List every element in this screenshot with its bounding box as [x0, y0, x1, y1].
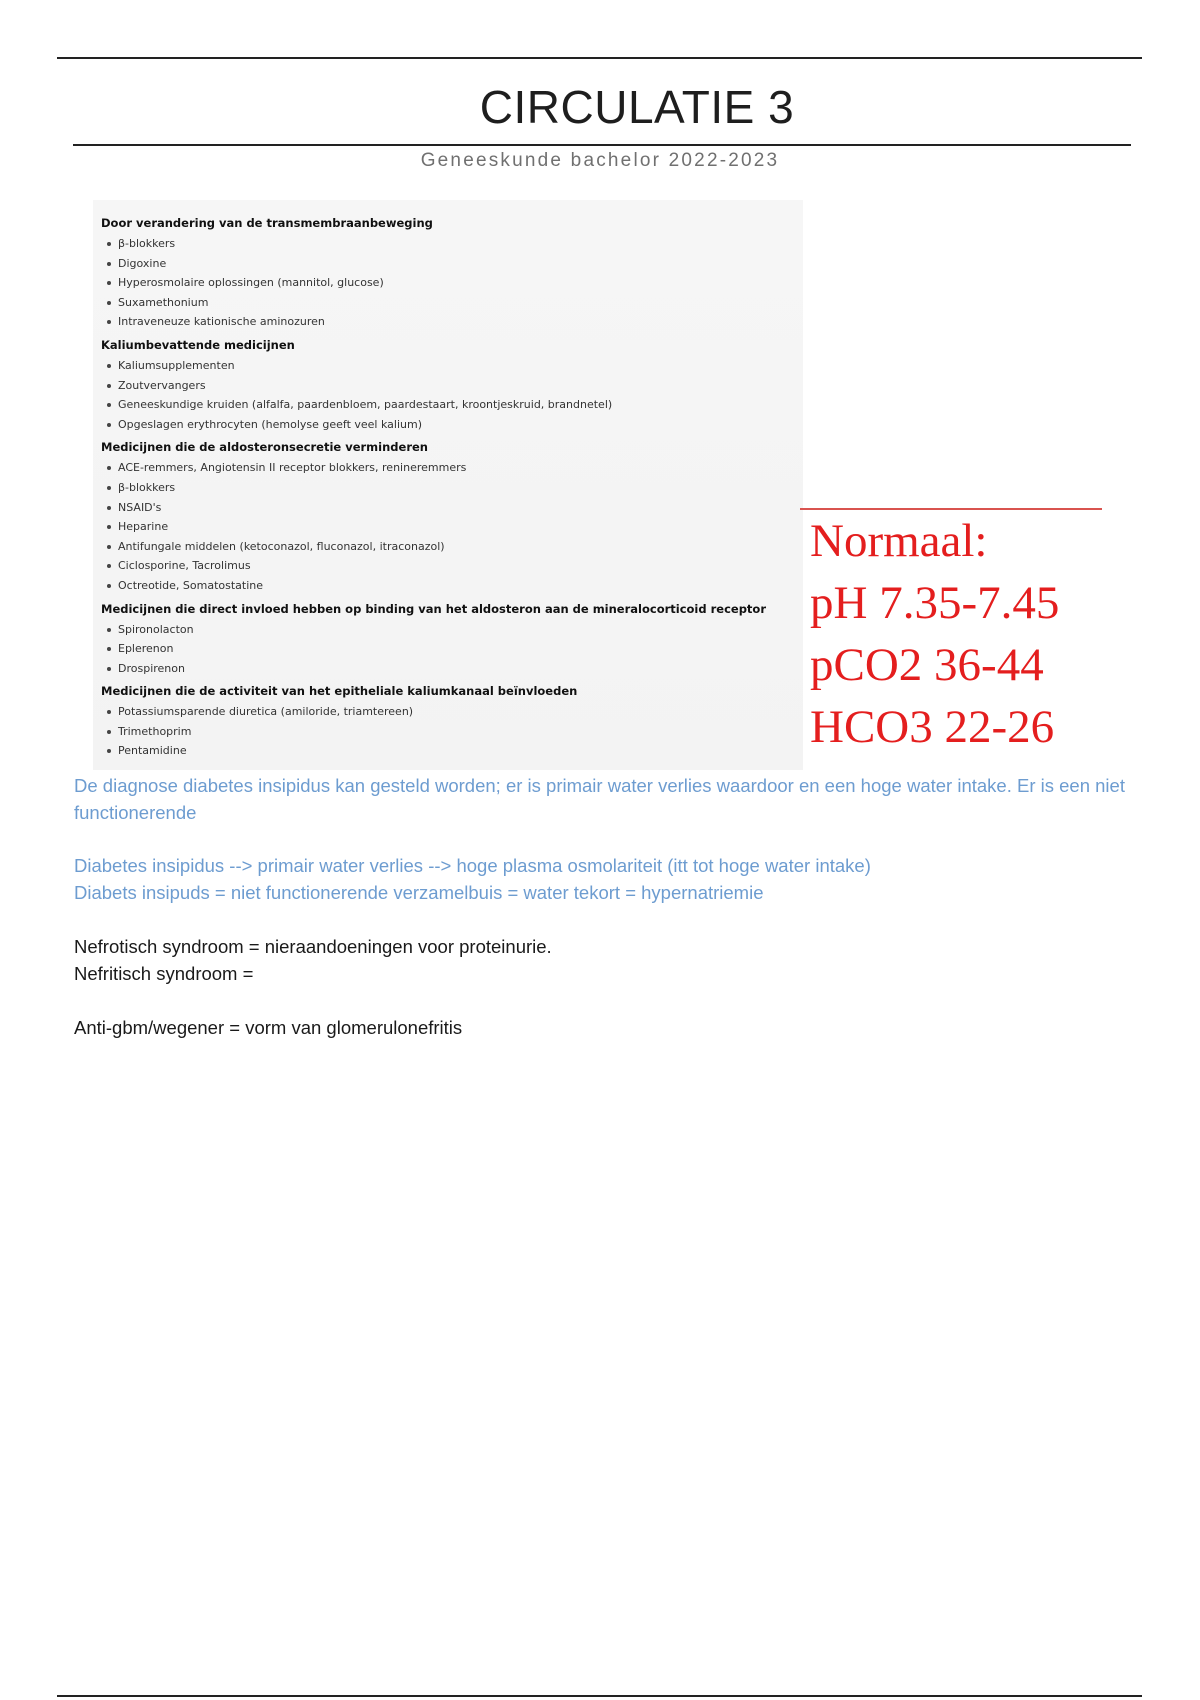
list-item: Hyperosmolaire oplossingen (mannitol, glucose) [101, 273, 801, 293]
nefritisch-line: Nefritisch syndroom = [74, 963, 254, 984]
list-item: Opgeslagen erythrocyten (hemolyse geeft veel kalium) [101, 415, 801, 435]
section-list [101, 356, 801, 434]
list-item: β-blokkers [101, 234, 801, 254]
nefrotisch-line: Nefrotisch syndroom = nieraandoeningen voor proteinurie. [74, 936, 552, 957]
ph-range: pH 7.35-7.45 [810, 577, 1060, 629]
diabetes-insipidus-line: Diabetes insipidus --> primair water verlies --> hoge plasma osmolariteit (itt tot hoge water intake) [74, 855, 871, 876]
page-title: CIRCULATIE 3 [479, 81, 795, 133]
section-heading: Kaliumbevattende medicijnen [101, 337, 295, 352]
section-heading: Medicijnen die de aldosteronsecretie verminderen [101, 440, 428, 455]
page-subtitle: Geneeskunde bachelor 2022-2023 [420, 150, 780, 171]
list-item: Intraveneuze kationische aminozuren [101, 312, 801, 332]
list-item: Potassiumsparende diuretica (amiloride, triamtereen) [101, 702, 801, 722]
hco3-range: HCO3 22-26 [810, 701, 1055, 753]
section-list [101, 620, 801, 679]
list-item: Kaliumsupplementen [101, 356, 801, 376]
anti-gbm-line: Anti-gbm/wegener = vorm van glomerulonefritis [74, 1017, 463, 1038]
bottom-rule [57, 1695, 1142, 1697]
list-item: Pentamidine [101, 741, 801, 761]
diabetes-insipidus-definition: Diabets insipuds = niet functionerende verzamelbuis = water tekort = hypernatriemie [74, 882, 764, 903]
list-item: Zoutvervangers [101, 376, 801, 396]
list-item: Digoxine [101, 254, 801, 274]
normal-values-heading: Normaal: [810, 515, 988, 567]
list-item: Geneeskundige kruiden (alfalfa, paardenbloem, paardestaart, kroontjeskruid, brandnetel) [101, 395, 801, 415]
embedded-medication-list-image [93, 200, 803, 770]
list-item: ACE-remmers, Angiotensin II receptor blokkers, renineremmers [101, 458, 801, 478]
list-item: Drospirenon [101, 659, 801, 679]
list-item: NSAID's [101, 498, 801, 518]
list-item: Octreotide, Somatostatine [101, 576, 801, 596]
section-list [101, 458, 801, 595]
normal-values-box [800, 508, 1102, 762]
list-item: Heparine [101, 517, 801, 537]
list-item: β-blokkers [101, 478, 801, 498]
pco2-range: pCO2 36-44 [810, 639, 1044, 691]
list-item: Trimethoprim [101, 722, 801, 742]
section-list [101, 702, 801, 761]
diagnosis-paragraph: De diagnose diabetes insipidus kan gesteld worden; er is primair water verlies waardoor en een hoge water intake. Er is een niet functionerende [74, 775, 1125, 823]
list-item: Ciclosporine, Tacrolimus [101, 556, 801, 576]
section-heading: Medicijnen die direct invloed hebben op binding van het aldosteron aan de mineralocorticoid receptor [101, 601, 766, 616]
top-rule [57, 57, 1142, 59]
section-heading: Medicijnen die de activiteit van het epitheliale kaliumkanaal beïnvloeden [101, 684, 578, 699]
list-item: Eplerenon [101, 639, 801, 659]
list-item: Antifungale middelen (ketoconazol, fluconazol, itraconazol) [101, 537, 801, 557]
medication-list [101, 212, 801, 763]
list-item: Suxamethonium [101, 293, 801, 313]
title-underline [73, 144, 1131, 146]
section-heading: Door verandering van de transmembraanbeweging [101, 216, 433, 230]
list-item: Spironolacton [101, 620, 801, 640]
section-list [101, 234, 801, 332]
